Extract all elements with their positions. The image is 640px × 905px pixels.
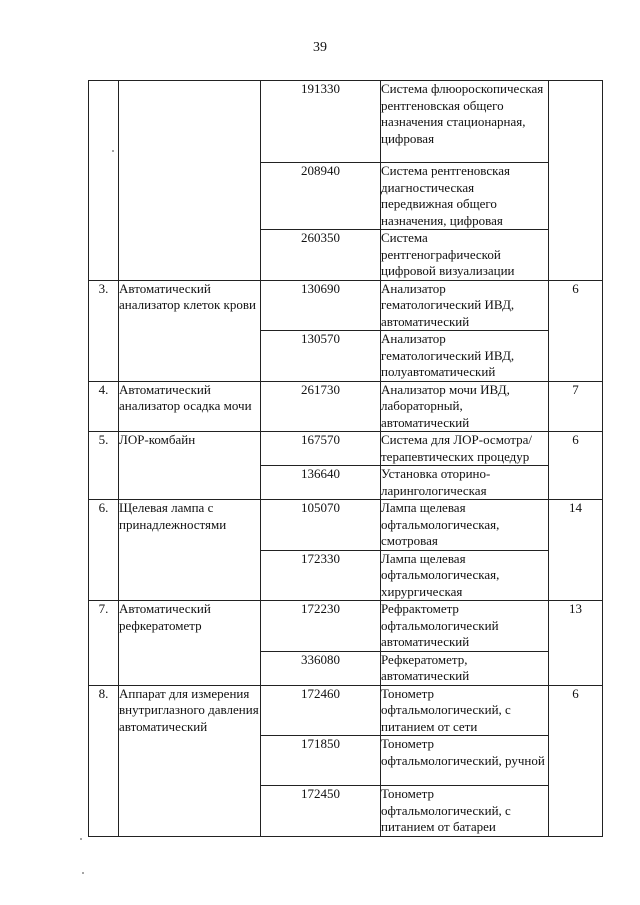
item-description: Анализатор гематологический ИВД, полуавтоматический bbox=[381, 331, 549, 382]
scan-speck bbox=[82, 872, 84, 874]
row-number: 5. bbox=[89, 432, 119, 500]
quantity: 6 bbox=[549, 280, 603, 381]
table-row bbox=[89, 500, 603, 551]
item-description: Тонометр офтальмологический, с питанием от батареи bbox=[381, 786, 549, 837]
item-description: Система рентгенографической цифровой визуализации bbox=[381, 230, 549, 281]
row-number: 3. bbox=[89, 280, 119, 381]
quantity: 6 bbox=[549, 685, 603, 836]
item-description: Установка оторино-ларингологическая bbox=[381, 466, 549, 500]
quantity bbox=[549, 81, 603, 281]
quantity: 7 bbox=[549, 381, 603, 432]
item-code: 172460 bbox=[261, 685, 381, 736]
page-number: 39 bbox=[313, 40, 327, 55]
item-description: Анализатор мочи ИВД, лабораторный, автоматический bbox=[381, 381, 549, 432]
item-description: Система рентгеновская диагностическая передвижная общего назначения, цифровая bbox=[381, 163, 549, 230]
table-row bbox=[89, 685, 603, 736]
row-number: 7. bbox=[89, 601, 119, 686]
item-code: 105070 bbox=[261, 500, 381, 551]
table-row bbox=[89, 601, 603, 652]
equipment-name bbox=[119, 81, 261, 281]
item-code: 172450 bbox=[261, 786, 381, 837]
equipment-table bbox=[88, 80, 603, 837]
item-description: Рефкератометр, автоматический bbox=[381, 651, 549, 685]
quantity: 6 bbox=[549, 432, 603, 500]
equipment-name: ЛОР-комбайн bbox=[119, 432, 261, 500]
item-code: 130570 bbox=[261, 331, 381, 382]
row-number: 8. bbox=[89, 685, 119, 836]
item-description: Система флюороскопическая рентгеновская общего назначения стационарная, цифровая bbox=[381, 81, 549, 163]
table-row bbox=[89, 81, 603, 163]
item-code: 136640 bbox=[261, 466, 381, 500]
item-code: 336080 bbox=[261, 651, 381, 685]
item-code: 260350 bbox=[261, 230, 381, 281]
item-description: Рефрактометр офтальмологический автоматический bbox=[381, 601, 549, 652]
item-description: Лампа щелевая офтальмологическая, хирургическая bbox=[381, 550, 549, 601]
item-code: 172330 bbox=[261, 550, 381, 601]
table-row bbox=[89, 280, 603, 331]
item-code: 172230 bbox=[261, 601, 381, 652]
row-number: 4. bbox=[89, 381, 119, 432]
item-description: Тонометр офтальмологический, ручной bbox=[381, 736, 549, 786]
scan-speck bbox=[80, 838, 82, 840]
equipment-name: Автоматический анализатор клеток крови bbox=[119, 280, 261, 381]
row-number: 6. bbox=[89, 500, 119, 601]
item-code: 130690 bbox=[261, 280, 381, 331]
table-row bbox=[89, 432, 603, 466]
item-description: Лампа щелевая офтальмологическая, смотровая bbox=[381, 500, 549, 551]
item-description: Анализатор гематологический ИВД, автоматический bbox=[381, 280, 549, 331]
item-code: 191330 bbox=[261, 81, 381, 163]
item-description: Тонометр офтальмологический, с питанием от сети bbox=[381, 685, 549, 736]
equipment-name: Автоматический рефкератометр bbox=[119, 601, 261, 686]
item-code: 167570 bbox=[261, 432, 381, 466]
scan-speck bbox=[112, 150, 114, 152]
equipment-name: Щелевая лампа с принадлежностями bbox=[119, 500, 261, 601]
equipment-name: Аппарат для измерения внутриглазного давления автоматический bbox=[119, 685, 261, 836]
item-code: 261730 bbox=[261, 381, 381, 432]
row-number bbox=[89, 81, 119, 281]
item-code: 208940 bbox=[261, 163, 381, 230]
quantity: 13 bbox=[549, 601, 603, 686]
quantity: 14 bbox=[549, 500, 603, 601]
table-row bbox=[89, 381, 603, 432]
item-description: Система для ЛОР-осмотра/ терапевтических процедур bbox=[381, 432, 549, 466]
item-code: 171850 bbox=[261, 736, 381, 786]
equipment-name: Автоматический анализатор осадка мочи bbox=[119, 381, 261, 432]
